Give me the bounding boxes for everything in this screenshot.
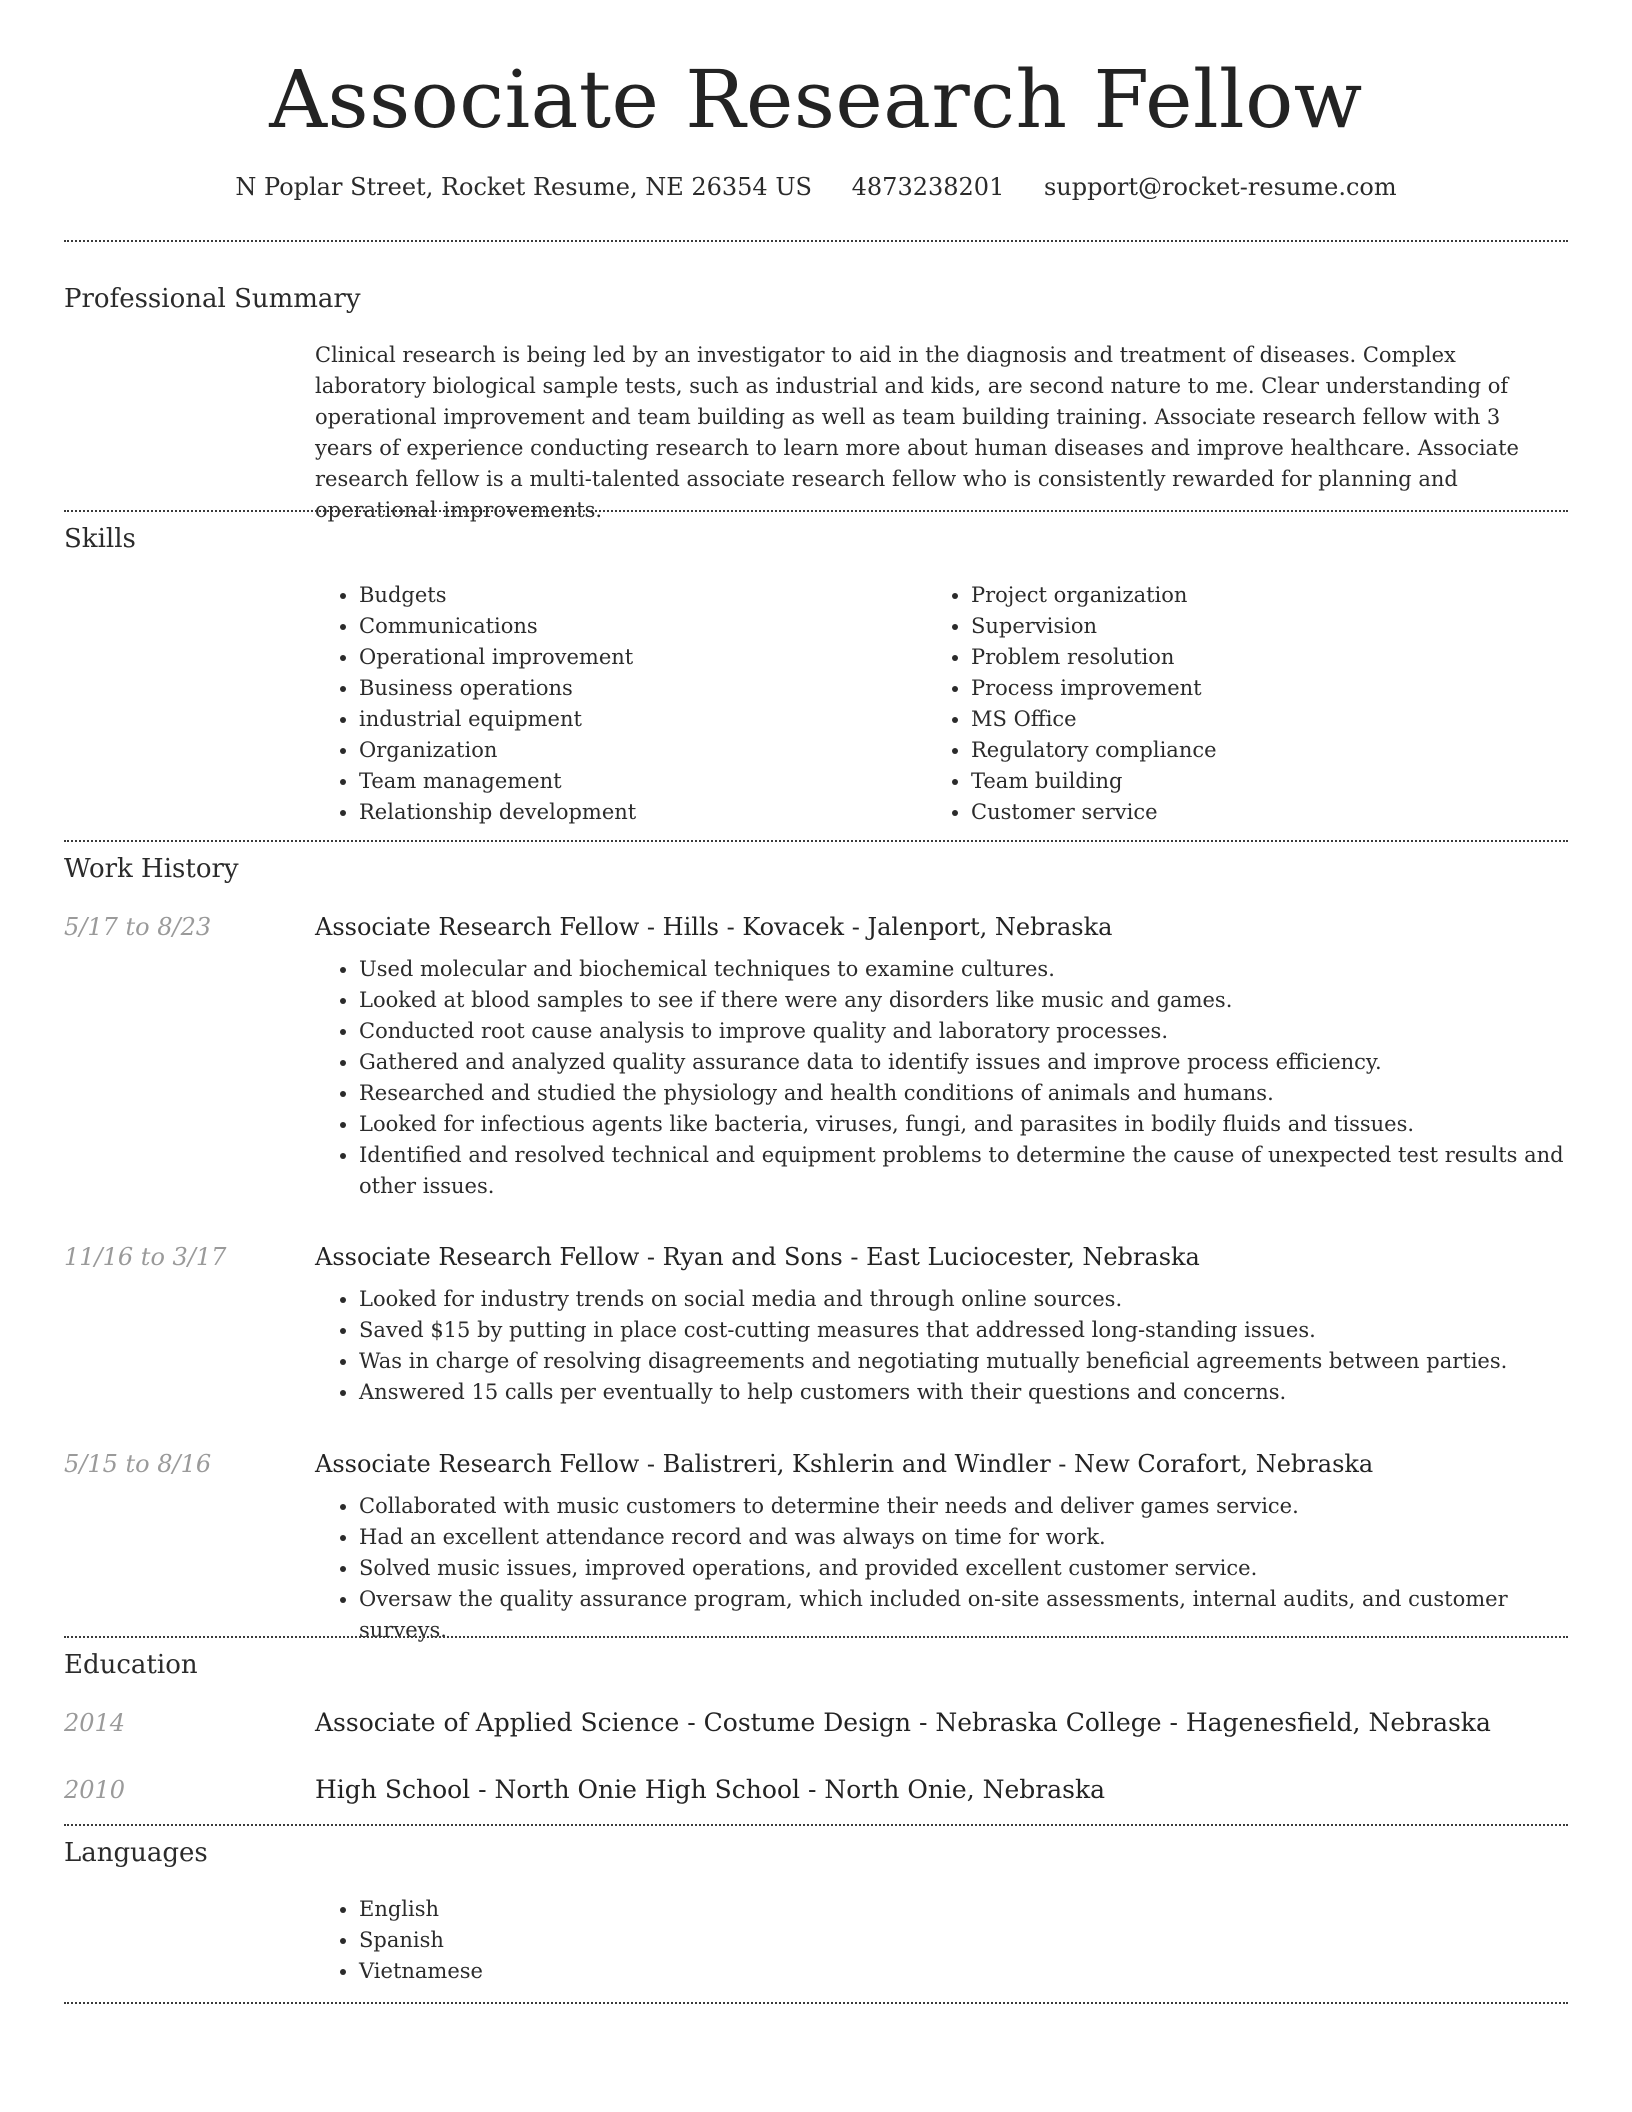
language-item: • English	[359, 1894, 483, 1925]
job-entry	[315, 910, 1570, 1202]
job-bullet: • Solved music issues, improved operations, and provided excellent customer service.	[359, 1553, 1570, 1584]
skill-item: • Relationship development	[359, 797, 636, 828]
job-dates: 5/17 to 8/23	[64, 913, 212, 941]
language-item: • Spanish	[359, 1925, 483, 1956]
skill-item: • Problem resolution	[971, 642, 1217, 673]
job-title: Associate Research Fellow - Ryan and Sons - East Luciocester, Nebraska	[315, 1243, 1200, 1271]
skill-item: • Process improvement	[971, 673, 1217, 704]
skills-column-left	[315, 580, 636, 828]
language-item: • Vietnamese	[359, 1956, 483, 1987]
job-bullet: • Conducted root cause analysis to improve quality and laboratory processes.	[359, 1016, 1570, 1047]
divider	[64, 840, 1568, 842]
divider	[64, 2002, 1568, 2004]
section-title-skills: Skills	[64, 524, 136, 554]
skill-item: • Customer service	[971, 797, 1217, 828]
job-entry	[315, 1240, 1570, 1408]
contact-email: support@rocket-resume.com	[1043, 173, 1397, 201]
job-bullet: • Saved $15 by putting in place cost-cutting measures that addressed long-standing issues.	[359, 1315, 1570, 1346]
job-dates: 5/15 to 8/16	[64, 1450, 212, 1478]
education-degree: High School	[315, 1775, 471, 1804]
job-bullet: • Identified and resolved technical and equipment problems to determine the cause of unexpected test results and other issues.	[359, 1140, 1570, 1202]
contact-address: N Poplar Street, Rocket Resume, NE 26354 US	[235, 173, 812, 201]
languages-list	[315, 1894, 483, 1987]
job-bullet: • Looked at blood samples to see if there were any disorders like music and games.	[359, 985, 1570, 1016]
job-bullet: • Gathered and analyzed quality assurance data to identify issues and improve process efficiency.	[359, 1047, 1570, 1078]
summary-text: Clinical research is being led by an investigator to aid in the diagnosis and treatment of diseases. Complex laboratory biological sample tests, such as industrial and kids, are second nature to me. Clear understanding of operational improvement and team building as well as team building training. Associate research fellow with 3 years of experience conducting research to learn more about human diseases and improve healthcare. Associate research fellow is a multi-talented associate research fellow who is consistently rewarded for planning and operational improvements.	[315, 343, 1519, 522]
job-title: Associate Research Fellow - Hills - Kovacek - Jalenport, Nebraska	[315, 913, 1113, 941]
job-entry	[315, 1447, 1570, 1646]
education-school: - North Onie High School - North Onie, Nebraska	[470, 1775, 1106, 1804]
divider	[64, 240, 1568, 242]
education-entry	[315, 1773, 1105, 1807]
education-year: 2010	[64, 1776, 126, 1804]
skill-item: • Budgets	[359, 580, 636, 611]
section-title-education: Education	[64, 1650, 198, 1680]
education-year: 2014	[64, 1709, 126, 1737]
skill-item: • Project organization	[971, 580, 1217, 611]
divider	[64, 1824, 1568, 1826]
resume-name: Associate Research Fellow	[269, 53, 1363, 146]
skill-item: • Communications	[359, 611, 636, 642]
job-title: Associate Research Fellow - Balistreri, Kshlerin and Windler - New Corafort, Nebraska	[315, 1450, 1374, 1478]
skills-column-right	[927, 580, 1217, 828]
job-bullet: • Had an excellent attendance record and was always on time for work.	[359, 1522, 1570, 1553]
job-bullet: • Answered 15 calls per eventually to help customers with their questions and concerns.	[359, 1377, 1570, 1408]
section-title-summary: Professional Summary	[64, 284, 361, 314]
section-title-languages: Languages	[64, 1838, 208, 1868]
job-bullet: • Was in charge of resolving disagreements and negotiating mutually beneficial agreements between parties.	[359, 1346, 1570, 1377]
job-bullet: • Used molecular and biochemical techniques to examine cultures.	[359, 954, 1570, 985]
contact-line	[0, 170, 1632, 204]
job-bullet: • Oversaw the quality assurance program, which included on-site assessments, internal audits, and customer surveys.	[359, 1584, 1570, 1646]
skill-item: • Team management	[359, 766, 636, 797]
skill-item: • Business operations	[359, 673, 636, 704]
skill-item: • Operational improvement	[359, 642, 636, 673]
job-bullet: • Collaborated with music customers to determine their needs and deliver games service.	[359, 1491, 1570, 1522]
education-degree: Associate of Applied Science - Costume Design	[315, 1708, 912, 1737]
job-dates: 11/16 to 3/17	[64, 1243, 227, 1271]
skill-item: • Supervision	[971, 611, 1217, 642]
job-bullet: • Looked for industry trends on social media and through online sources.	[359, 1284, 1570, 1315]
skill-item: • Regulatory compliance	[971, 735, 1217, 766]
skill-item: • MS Office	[971, 704, 1217, 735]
divider	[64, 510, 1568, 512]
job-bullet: • Looked for infectious agents like bacteria, viruses, fungi, and parasites in bodily fluids and tissues.	[359, 1109, 1570, 1140]
skill-item: • Team building	[971, 766, 1217, 797]
skill-item: • industrial equipment	[359, 704, 636, 735]
divider	[64, 1636, 1568, 1638]
job-bullet: • Researched and studied the physiology and health conditions of animals and humans.	[359, 1078, 1570, 1109]
education-school: - Nebraska College - Hagenesfield, Nebraska	[911, 1708, 1491, 1737]
section-title-work: Work History	[64, 854, 239, 884]
contact-phone: 4873238201	[851, 173, 1005, 201]
education-entry	[315, 1706, 1491, 1740]
skill-item: • Organization	[359, 735, 636, 766]
